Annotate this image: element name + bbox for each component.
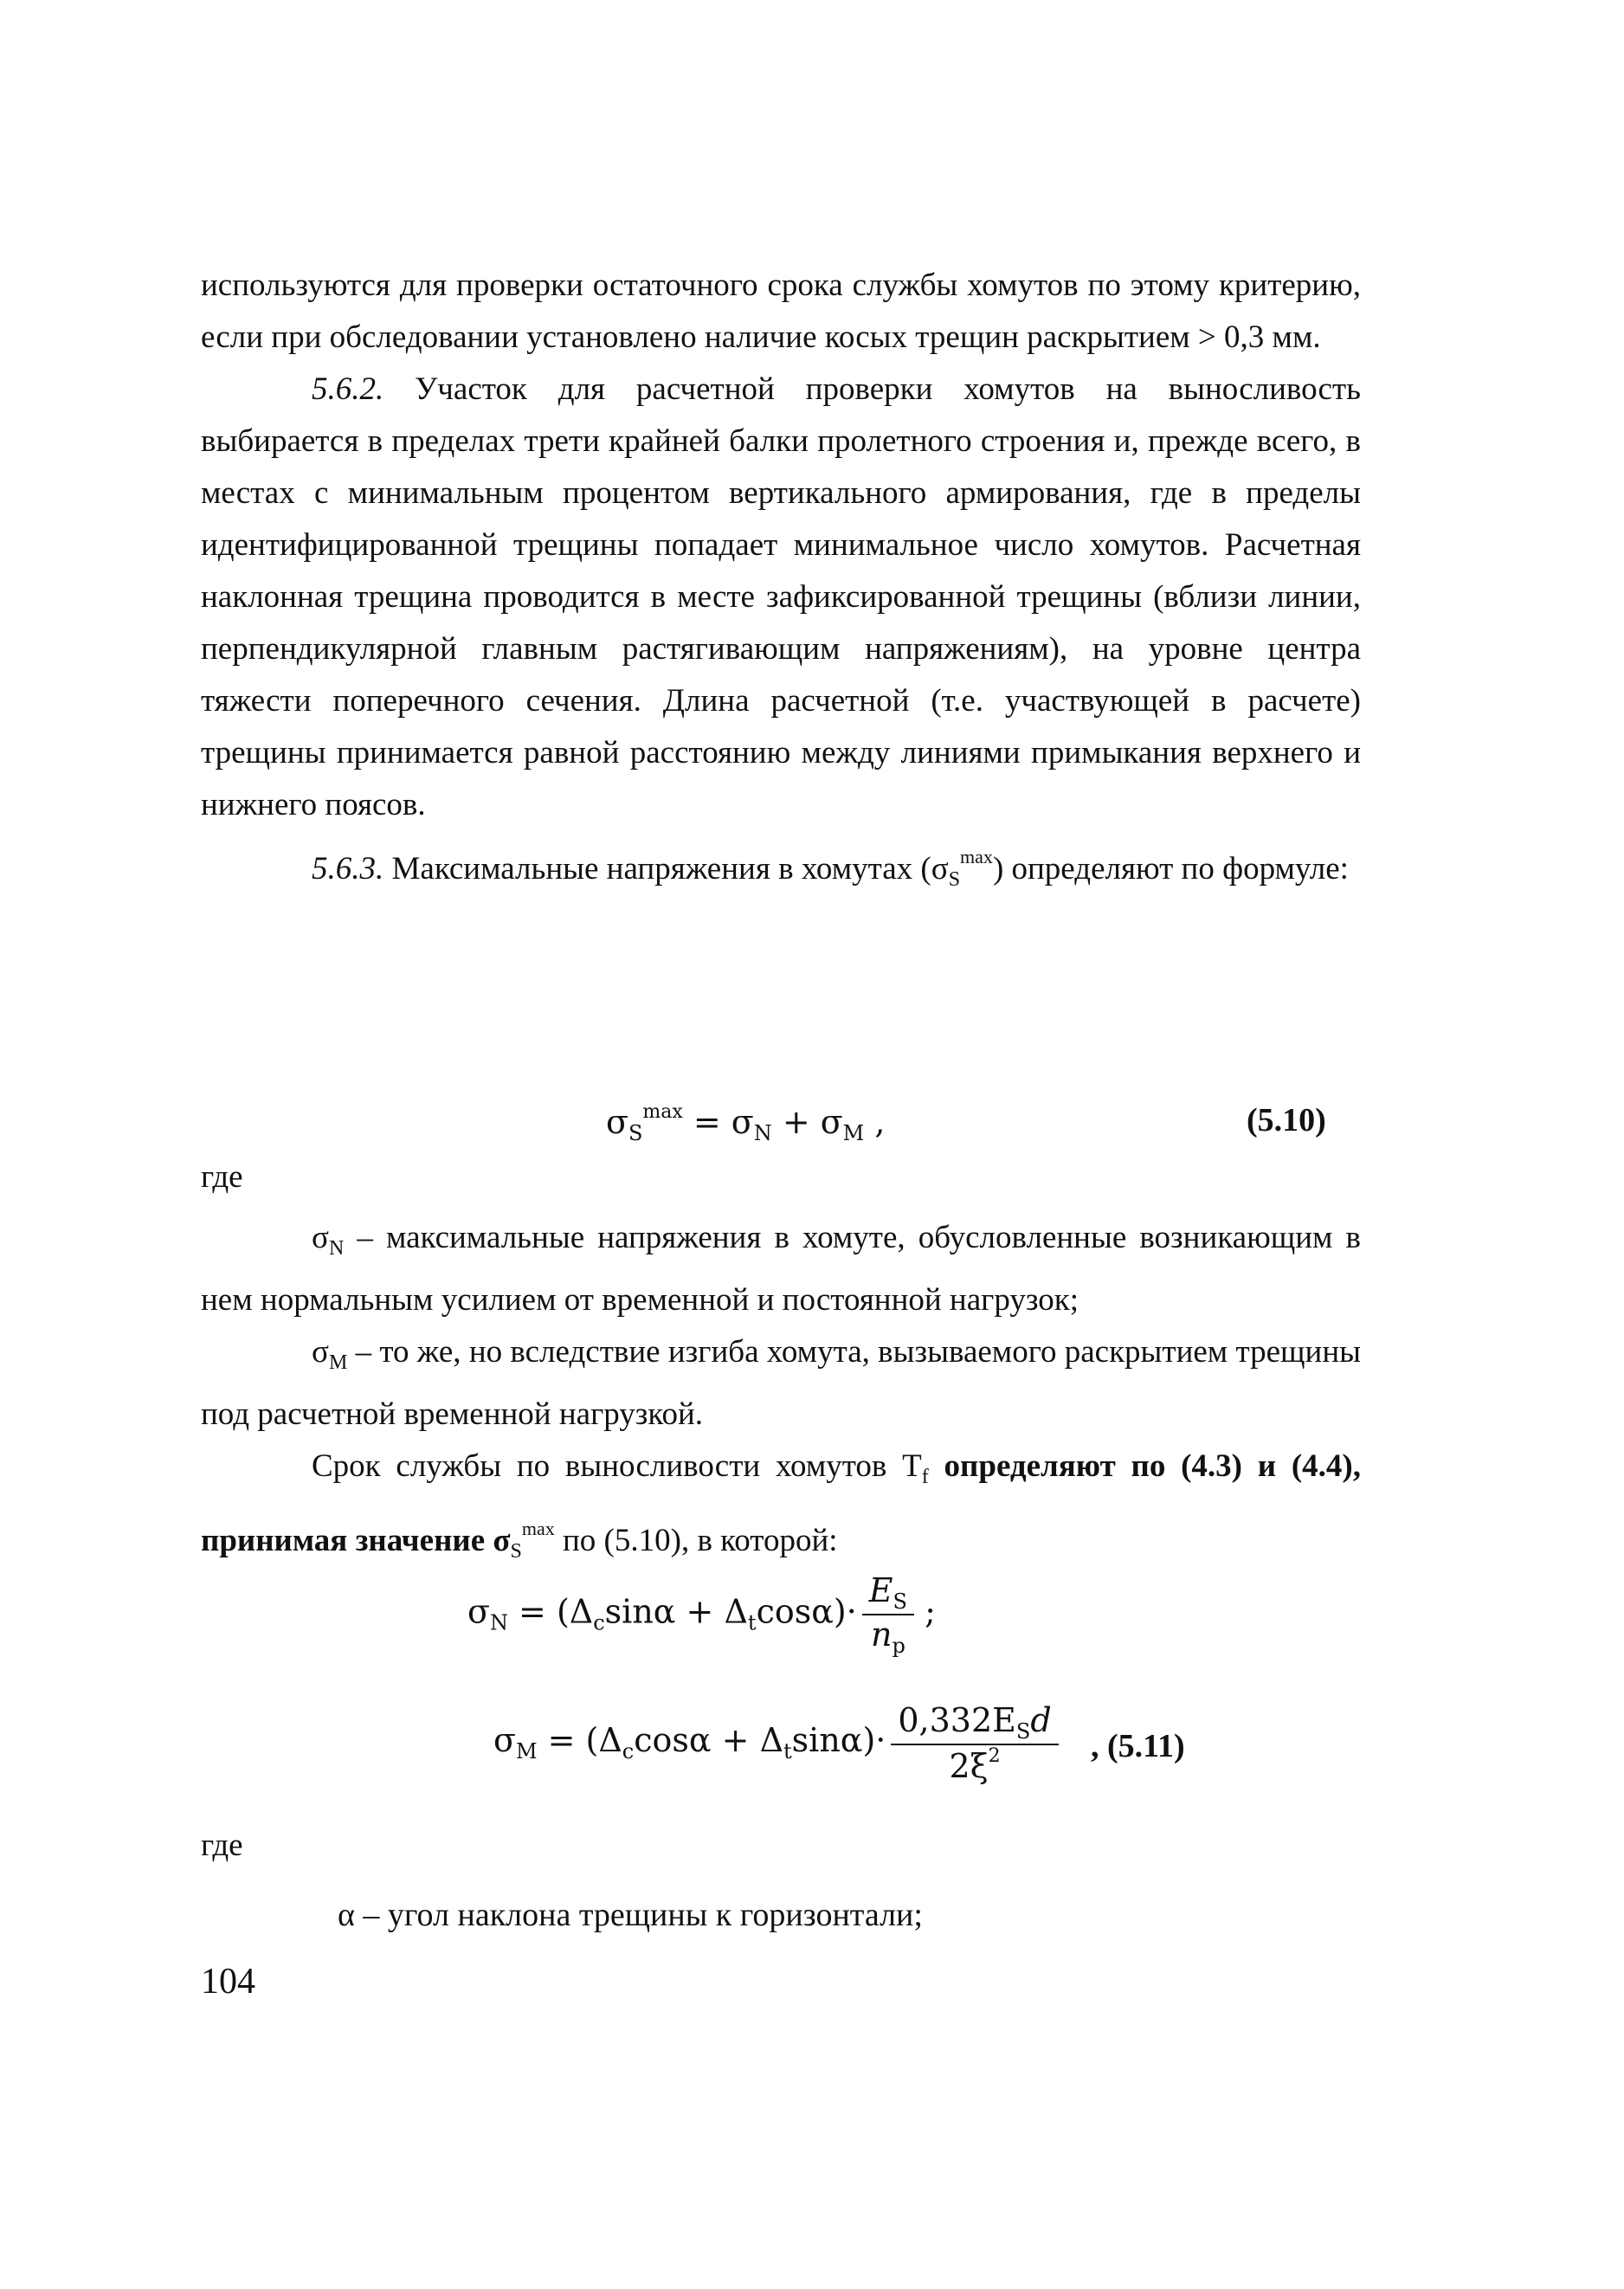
formula-sm-num: 0,332E	[898, 1701, 1016, 1739]
formula-sn-den: n	[870, 1615, 893, 1654]
formula-sn-numerator	[862, 1571, 914, 1615]
service-life-paragraph	[201, 1441, 1361, 1577]
formula-5-10-lhs-sup: max	[642, 1101, 683, 1123]
paragraph-continuation: используются для проверки остаточного срока службы хомутов по этому критерию, если при обследовании установлено наличие косых трещин раскрытием > 0,3 мм.	[201, 268, 1361, 355]
formula-5-10-rhs: = σ	[682, 1103, 754, 1141]
formula-5-10-plus: + σ	[771, 1103, 843, 1141]
equation-number-5-10: (5.10)	[1247, 1102, 1326, 1138]
formula-sn-num: E	[868, 1571, 893, 1609]
formula-5-10-rhs-sub1: N	[753, 1121, 772, 1145]
paragraph-5-6-3	[201, 831, 1361, 906]
definition-sigma-n	[201, 1212, 1361, 1326]
formula-sn-body: = (Δ	[507, 1592, 594, 1631]
formula-sn-t: t	[747, 1610, 757, 1635]
service-sup-2: max	[521, 1518, 555, 1539]
formula-sm-den-sup: 2	[988, 1745, 1001, 1767]
formula-sn-lhs: σ	[467, 1592, 490, 1631]
body-text-top	[201, 260, 1361, 906]
where-label-2: где	[201, 1828, 243, 1863]
definition-sigma-m	[201, 1326, 1361, 1441]
formula-5-10	[606, 1101, 885, 1145]
page-number: 104	[201, 1962, 255, 2002]
formula-sn-denominator	[862, 1615, 914, 1658]
paragraph-5-6-3-sub: S	[948, 868, 961, 891]
sigma-n-symbol: σ	[312, 1220, 329, 1255]
service-text-3: по (5.10), в которой:	[554, 1523, 838, 1558]
paragraph-5-6-3-sup: max	[960, 846, 993, 867]
formula-sm-c: c	[622, 1739, 635, 1763]
service-sub: f	[921, 1466, 929, 1488]
paragraph-5-6-2-text: Участок для расчетной проверки хомутов на выносливость выбирается в пределах трети крайней балки пролетного строения и, прежде всего, в местах с минимальным процентом вертикального армирования, где в пределы идентифицированной трещины попадает минимальное число хомутов. Расчетная наклонная трещина проводится в месте зафиксированной трещины (вблизи линии, перпендикулярной главным растягивающим напряжениям), на уровне центра тяжести поперечного сечения. Длина расчетной (т.е. участвующей в расчете) трещины принимается равной расстоянию между линиями примыкания верхнего и нижнего поясов.	[201, 371, 1361, 822]
formula-sm-den: 2ξ	[949, 1747, 989, 1785]
formula-sm-t: t	[783, 1739, 792, 1763]
formula-sm-lhs: σ	[493, 1721, 516, 1759]
sigma-m-text: – то же, но вследствие изгиба хомута, вызываемого раскрытием трещины под расчетной временной нагрузкой.	[201, 1334, 1361, 1432]
formula-sn-cos: cosα)·	[756, 1592, 857, 1631]
where-label-1: где	[201, 1159, 243, 1195]
sigma-n-sub: N	[328, 1237, 345, 1260]
section-number-5-6-3: 5.6.3.	[312, 851, 384, 887]
definitions-block	[201, 1212, 1361, 1577]
paragraph-5-6-3-end: ) определяют по формуле:	[992, 851, 1349, 887]
service-text-2: определяют по (4.3) и (4.4), принимая значение σ	[201, 1448, 1361, 1558]
sigma-m-sub: M	[328, 1351, 348, 1374]
formula-5-10-lhs-sub: S	[628, 1121, 643, 1145]
formula-sm-sin: sinα)·	[791, 1721, 886, 1759]
formula-sigma-n	[467, 1571, 936, 1658]
formula-sn-num-sub: S	[893, 1589, 907, 1614]
service-text-1: Срок службы по выносливости хомутов T	[312, 1448, 922, 1484]
formula-sn-den-sub: p	[892, 1634, 905, 1658]
sigma-n-text: – максимальные напряжения в хомуте, обусловленные возникающим в нем нормальным усилием от временной и постоянной нагрузок;	[201, 1220, 1361, 1318]
alpha-definition: α – угол наклона трещины к горизонтали;	[338, 1897, 923, 1933]
formula-sm-num-sub: S	[1015, 1719, 1031, 1744]
formula-sm-numerator	[891, 1701, 1058, 1745]
formula-5-10-rhs-sub2: M	[842, 1121, 865, 1145]
formula-sn-sin: sinα + Δ	[604, 1592, 748, 1631]
section-number-5-6-2: 5.6.2.	[312, 371, 384, 407]
formula-sm-fraction	[891, 1701, 1058, 1785]
formula-sm-cos: cosα + Δ	[634, 1721, 784, 1759]
paragraph-5-6-2	[201, 364, 1361, 831]
formula-sn-fraction	[862, 1571, 914, 1658]
equation-number-5-11: , (5.11)	[1091, 1728, 1185, 1764]
formula-sm-num-tail: d	[1030, 1701, 1052, 1739]
formula-5-10-tail: ,	[864, 1103, 886, 1141]
sigma-m-symbol: σ	[312, 1334, 329, 1370]
formula-sn-c: c	[593, 1610, 605, 1635]
formula-5-10-lhs: σ	[606, 1103, 628, 1141]
formula-sn-tail: ;	[914, 1592, 936, 1631]
formula-sn-lhs-sub: N	[489, 1610, 508, 1635]
formula-sm-lhs-sub: M	[515, 1739, 538, 1763]
formula-sm-body: = (Δ	[537, 1721, 622, 1759]
formula-sm-denominator	[891, 1745, 1058, 1785]
service-sub-2: S	[510, 1540, 522, 1563]
formula-sigma-m	[493, 1701, 1059, 1785]
paragraph-5-6-3-text: Максимальные напряжения в хомутах (σ	[383, 851, 949, 887]
